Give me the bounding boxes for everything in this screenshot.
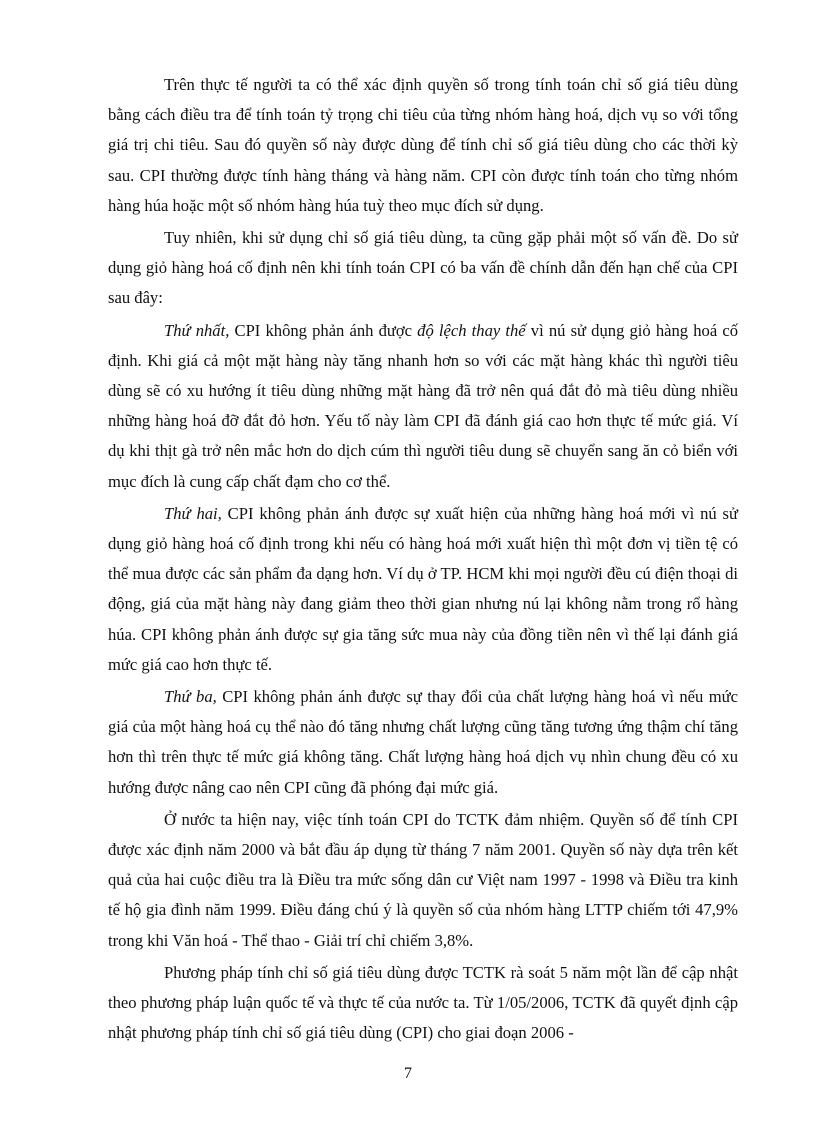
document-body [108,70,738,1051]
paragraph-text: CPI không phản ánh được sự xuất hiện của những hàng hoá mới vì nú sử dụng giỏ hàng hoá cố định trong khi nếu có hàng hoá mới xuất hiện thì một đơn vị tiền tệ có thể mua được các sản phẩm đa dạng hơn. Ví dụ ở TP. HCM khi mọi người đều cú điện thoại di động, giá của mặt hàng này đang giảm theo thời gian nhưng nú lại không nằm trong rổ hàng húa. CPI không phản ánh được sự gia tăng sức mua này của đồng tiền nên vì thế lại đánh giá mức giá cao hơn thực tế. [108,503,738,674]
paragraph-text: Ở nước ta hiện nay, việc tính toán CPI do TCTK đảm nhiệm. Quyền số để tính CPI được xác định năm 2000 và bắt đầu áp dụng từ tháng 7 năm 2001. Quyền số này dựa trên kết quả của hai cuộc điều tra là Điều tra mức sống dân cư Việt nam 1997 - 1998 và Điều tra kinh tế hộ gia đình năm 1999. Điều đáng chú ý là quyền số của nhóm hàng LTTP chiếm tới 47,9% trong khi Văn hoá - Thể thao - Giải trí chỉ chiếm 3,8%. [108,809,738,950]
paragraph-1 [108,70,738,221]
paragraph-text: Trên thực tế người ta có thể xác định quyền số trong tính toán chỉ số giá tiêu dùng bằng cách điều tra để tính toán tỷ trọng chi tiêu của từng nhóm hàng hoá, dịch vụ so với tổng giá trị chi tiêu. Sau đó quyền số này được dùng để tính chỉ số giá tiêu dùng cho các thời kỳ sau. CPI thường được tính hàng tháng và hàng năm. CPI còn được tính toán cho từng nhóm hàng húa hoặc một số nhóm hàng húa tuỳ theo mục đích sử dụng. [108,75,738,215]
paragraph-text: Tuy nhiên, khi sử dụng chỉ số giá tiêu dùng, ta cũng gặp phải một số vấn đề. Do sử dụng giỏ hàng hoá cố định nên khi tính toán CPI có ba vấn đề chính dẫn đến hạn chế của CPI sau đây: [108,228,738,308]
paragraph-3 [108,316,738,497]
paragraph-lead: Thứ nhất, [164,320,230,340]
paragraph-lead: Thứ ba, [164,687,217,707]
page-number: 7 [404,1065,412,1082]
paragraph-emphasis: độ lệch thay thế [417,320,526,340]
paragraph-text: CPI không phản ánh được sự thay đổi của chất lượng hàng hoá vì nếu mức giá của một hàng hoá cụ thể nào đó tăng nhưng chất lượng cũng tăng tương ứng thậm chí tăng hơn thì trên thực tế mức giá không tăng. Chất lượng hàng hoá dịch vụ nhìn chung đều có xu hướng được nâng cao nên CPI cũng đã phóng đại mức giá. [108,687,738,797]
paragraph-2 [108,223,738,314]
paragraph-text-pre: CPI không phản ánh được [229,320,418,340]
paragraph-5 [108,682,738,803]
paragraph-text: vì nú sử dụng giỏ hàng hoá cố định. Khi giá cả một mặt hàng này tăng nhanh hơn so với các mặt hàng khác thì người tiêu dùng sẽ có xu hướng ít tiêu dùng những mặt hàng đã trở nên quá đắt đỏ mà tiêu dùng nhiều những hàng hoá đỡ đắt đỏ hơn. Yếu tố này làm CPI đã đánh giá cao hơn thực tế mức giá. Ví dụ khi thịt gà trở nên mắc hơn do dịch cúm thì người tiêu dung sẽ chuyển sang ăn cỏ biển với mục đích là cung cấp chất đạm cho cơ thể. [108,320,739,491]
paragraph-lead: Thứ hai, [164,503,222,523]
paragraph-6 [108,805,738,956]
paragraph-text: Phương pháp tính chỉ số giá tiêu dùng được TCTK rà soát 5 năm một lần để cập nhật theo phương pháp luận quốc tế và thực tế của nước ta. Từ 1/05/2006, TCTK đã quyết định cập nhật phương pháp tính chỉ số giá tiêu dùng (CPI) cho giai đoạn 2006 - [108,962,738,1043]
paragraph-7 [108,958,738,1049]
paragraph-4 [108,499,738,680]
